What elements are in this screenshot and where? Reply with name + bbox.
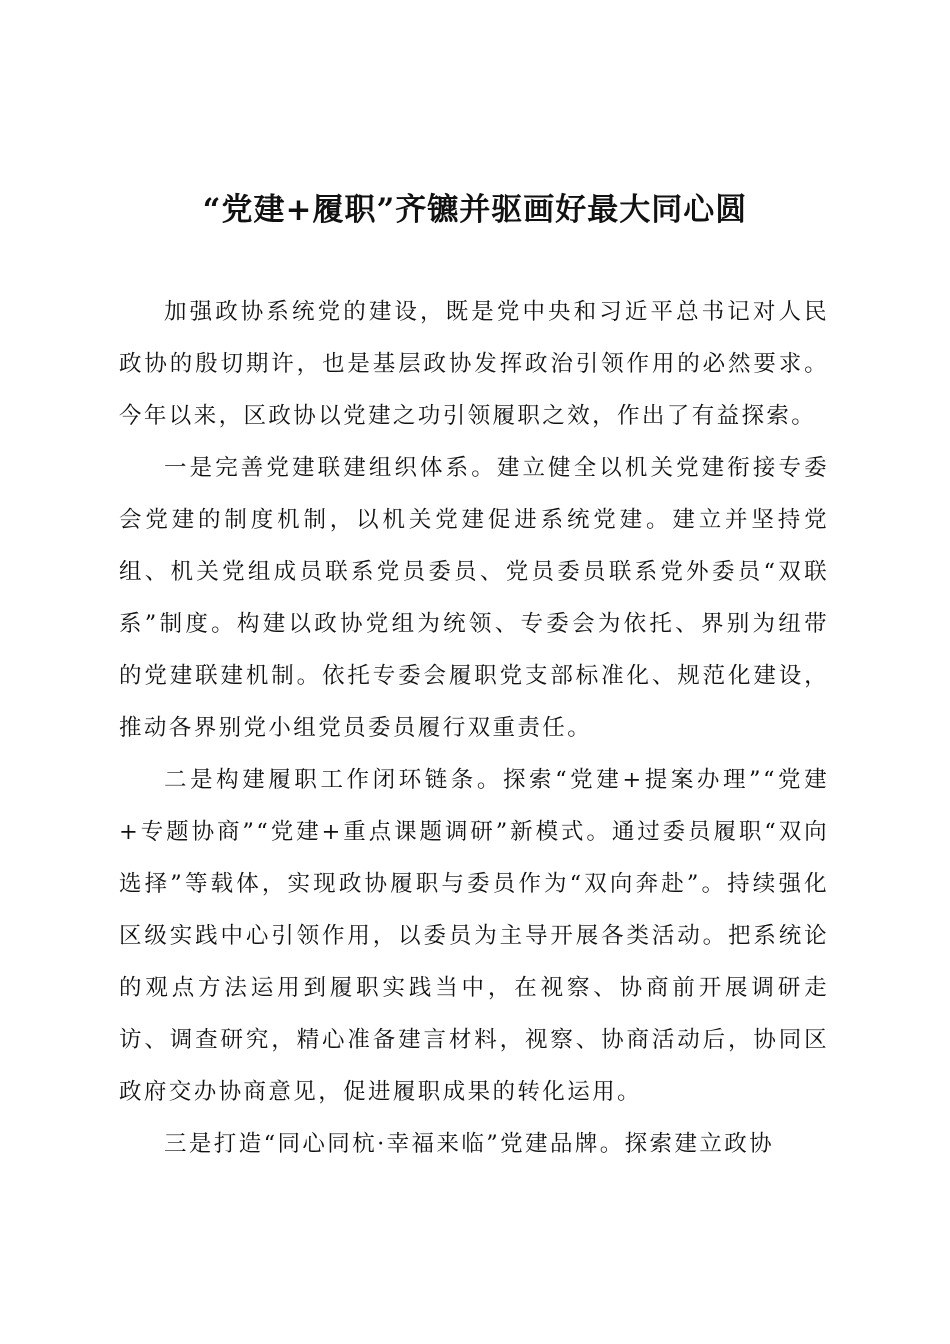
document-body [119, 286, 829, 1170]
paragraph-point-one: 一是完善党建联建组织体系。建立健全以机关党建衔接专委会党建的制度机制，以机关党建促进系统党建。建立并坚持党组、机关党组成员联系党员委员、党员委员联系党外委员“双联系”制度。构建以政协党组为统领、专委会为依托、界别为纽带的党建联建机制。依托专委会履职党支部标准化、规范化建设，推动各界别党小组党员委员履行双重责任。 [119, 455, 829, 741]
paragraph-intro: 加强政协系统党的建设，既是党中央和习近平总书记对人民政协的殷切期许，也是基层政协发挥政治引领作用的必然要求。今年以来，区政协以党建之功引领履职之效，作出了有益探索。 [119, 299, 829, 429]
paragraph-point-two: 二是构建履职工作闭环链条。探索“党建+提案办理”“党建+专题协商”“党建+重点课题调研”新模式。通过委员履职“双向选择”等载体，实现政协履职与委员作为“双向奔赴”。持续强化区级实践中心引领作用，以委员为主导开展各类活动。把系统论的观点方法运用到履职实践当中，在视察、协商前开展调研走访、调查研究，精心准备建言材料，视察、协商活动后，协同区政府交办协商意见，促进履职成果的转化运用。 [119, 767, 829, 1105]
document-title: “党建+履职”齐镳并驱画好最大同心圆 [202, 192, 748, 228]
paragraph-point-three: 三是打造“同心同杭·幸福来临”党建品牌。探索建立政协 [164, 1131, 775, 1157]
